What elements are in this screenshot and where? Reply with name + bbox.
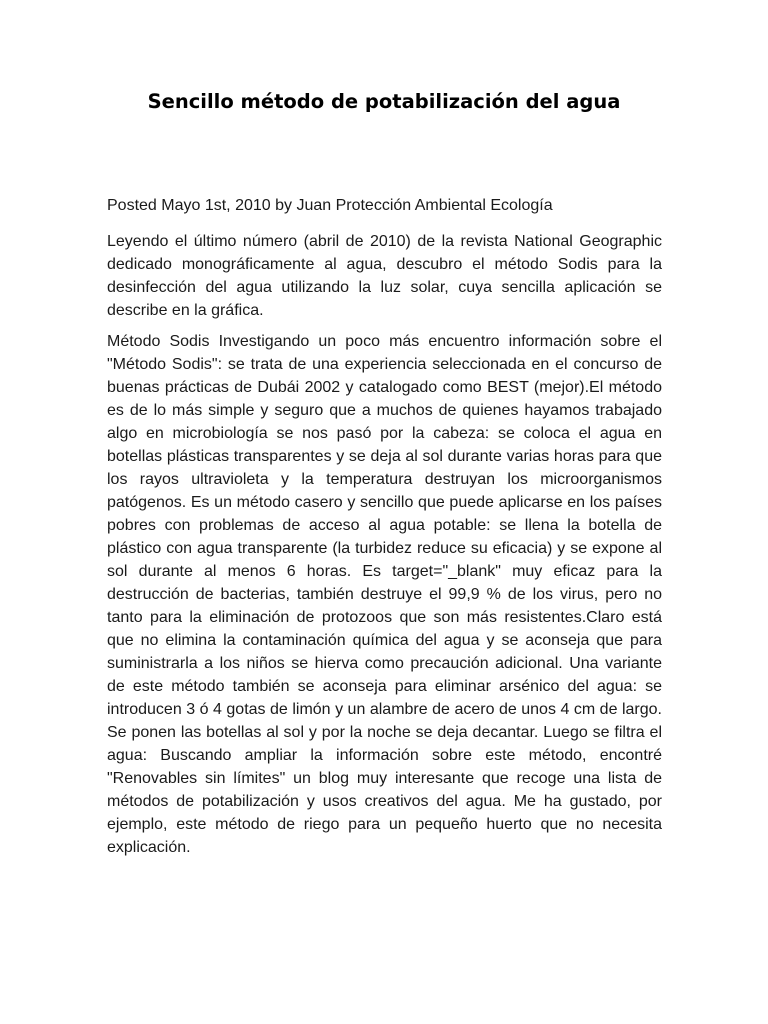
paragraph-intro: Leyendo el último número (abril de 2010) de la revista National Geographic dedicado monográficamente al agua, descubro el método Sodis para la desinfección del agua utilizando la luz solar, cuya sencilla aplicación se describe en la gráfica. bbox=[107, 233, 662, 319]
posted-line: Posted Mayo 1st, 2010 by Juan Protección Ambiental Ecología bbox=[107, 197, 553, 214]
paragraph-sodis: Método Sodis Investigando un poco más encuentro información sobre el "Método Sodis": se trata de una experiencia seleccionada en el concurso de buenas prácticas de Dubái 2002 y catalogado como BEST (mejor).El método es de lo más simple y seguro que a muchos de quienes hayamos trabajado algo en microbiología se nos pasó por la cabeza: se coloca el agua en botellas plásticas transparentes y se deja al sol durante varias horas para que los rayos ultravioleta y la temperatura destruyan los microorganismos patógenos. Es un método casero y sencillo que puede aplicarse en los países pobres con problemas de acceso al agua potable: se llena la botella de plástico con agua transparente (la turbidez reduce su eficacia) y se expone al sol durante al menos 6 horas. Es target="_blank" muy eficaz para la destrucción de bacterias, también destruye el 99,9 % de los virus, pero no tanto para la eliminación de protozoos que son más resistentes.Claro está que no elimina la contaminación química del agua y se aconseja que para suministrarla a los niños se hierva como precaución adicional. Una variante de este método también se aconseja para eliminar arsénico del agua: se introducen 3 ó 4 gotas de limón y un alambre de acero de unos 4 cm de largo. Se ponen las botellas al sol y por la noche se deja decantar. Luego se filtra el agua: Buscando ampliar la información sobre este método, encontré "Renovables sin límites" un blog muy interesante que recoge una lista de métodos de potabilización y usos creativos del agua. Me ha gustado, por ejemplo, este método de riego para un pequeño huerto que no necesita explicación. bbox=[107, 333, 662, 856]
document-title: Sencillo método de potabilización del agua bbox=[147, 90, 621, 113]
